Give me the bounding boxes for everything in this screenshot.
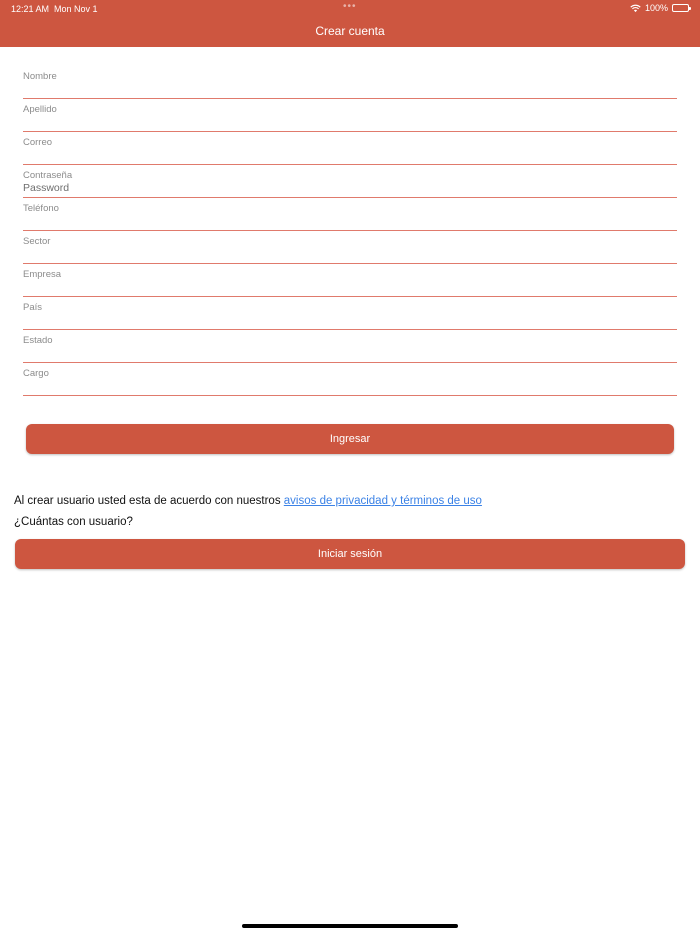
field-pais [23,297,677,330]
field-label-contrasena: Contraseña [23,170,73,181]
home-indicator[interactable] [242,924,458,928]
ingresar-button[interactable]: Ingresar [26,424,674,454]
battery-icon [672,4,689,12]
field-cargo [23,363,677,396]
status-right [630,3,689,13]
field-label-telefono: Teléfono [23,203,59,214]
field-contrasena [23,165,677,198]
status-time: 12:21 AM [11,4,50,14]
field-sector [23,231,677,264]
nombre-input[interactable] [23,83,677,95]
correo-input[interactable] [23,149,677,161]
field-correo [23,132,677,165]
privacy-terms-link[interactable]: avisos de privacidad y términos de uso [283,495,482,507]
page-title: Crear cuenta [315,24,385,38]
wifi-icon [630,4,641,13]
field-label-empresa: Empresa [23,269,62,280]
password-input[interactable] [23,182,677,194]
pais-input[interactable] [23,314,677,326]
multitasking-dots-icon[interactable]: ••• [343,1,357,12]
field-apellido [23,99,677,132]
field-empresa [23,264,677,297]
sector-input[interactable] [23,248,677,260]
estado-input[interactable] [23,347,677,359]
field-label-pais: País [23,302,43,313]
cargo-input[interactable] [23,380,677,392]
nav-header [0,0,700,47]
signup-form [23,66,677,396]
field-label-estado: Estado [23,335,53,346]
field-telefono [23,198,677,231]
field-label-apellido: Apellido [23,104,57,115]
field-label-nombre: Nombre [23,71,57,82]
field-label-sector: Sector [23,236,51,247]
field-estado [23,330,677,363]
status-bar [0,0,700,16]
login-button[interactable]: Iniciar sesión [15,539,685,569]
terms-notice [14,495,482,507]
battery-percent: 100% [644,3,668,13]
field-label-cargo: Cargo [23,368,49,379]
account-question: ¿Cuántas con usuario? [14,516,133,528]
terms-text: Al crear usuario usted esta de acuerdo con nuestros [14,495,281,507]
empresa-input[interactable] [23,281,677,293]
field-nombre [23,66,677,99]
field-label-correo: Correo [23,137,53,148]
status-date: Mon Nov 1 [54,4,98,14]
telefono-input[interactable] [23,215,677,227]
apellido-input[interactable] [23,116,677,128]
